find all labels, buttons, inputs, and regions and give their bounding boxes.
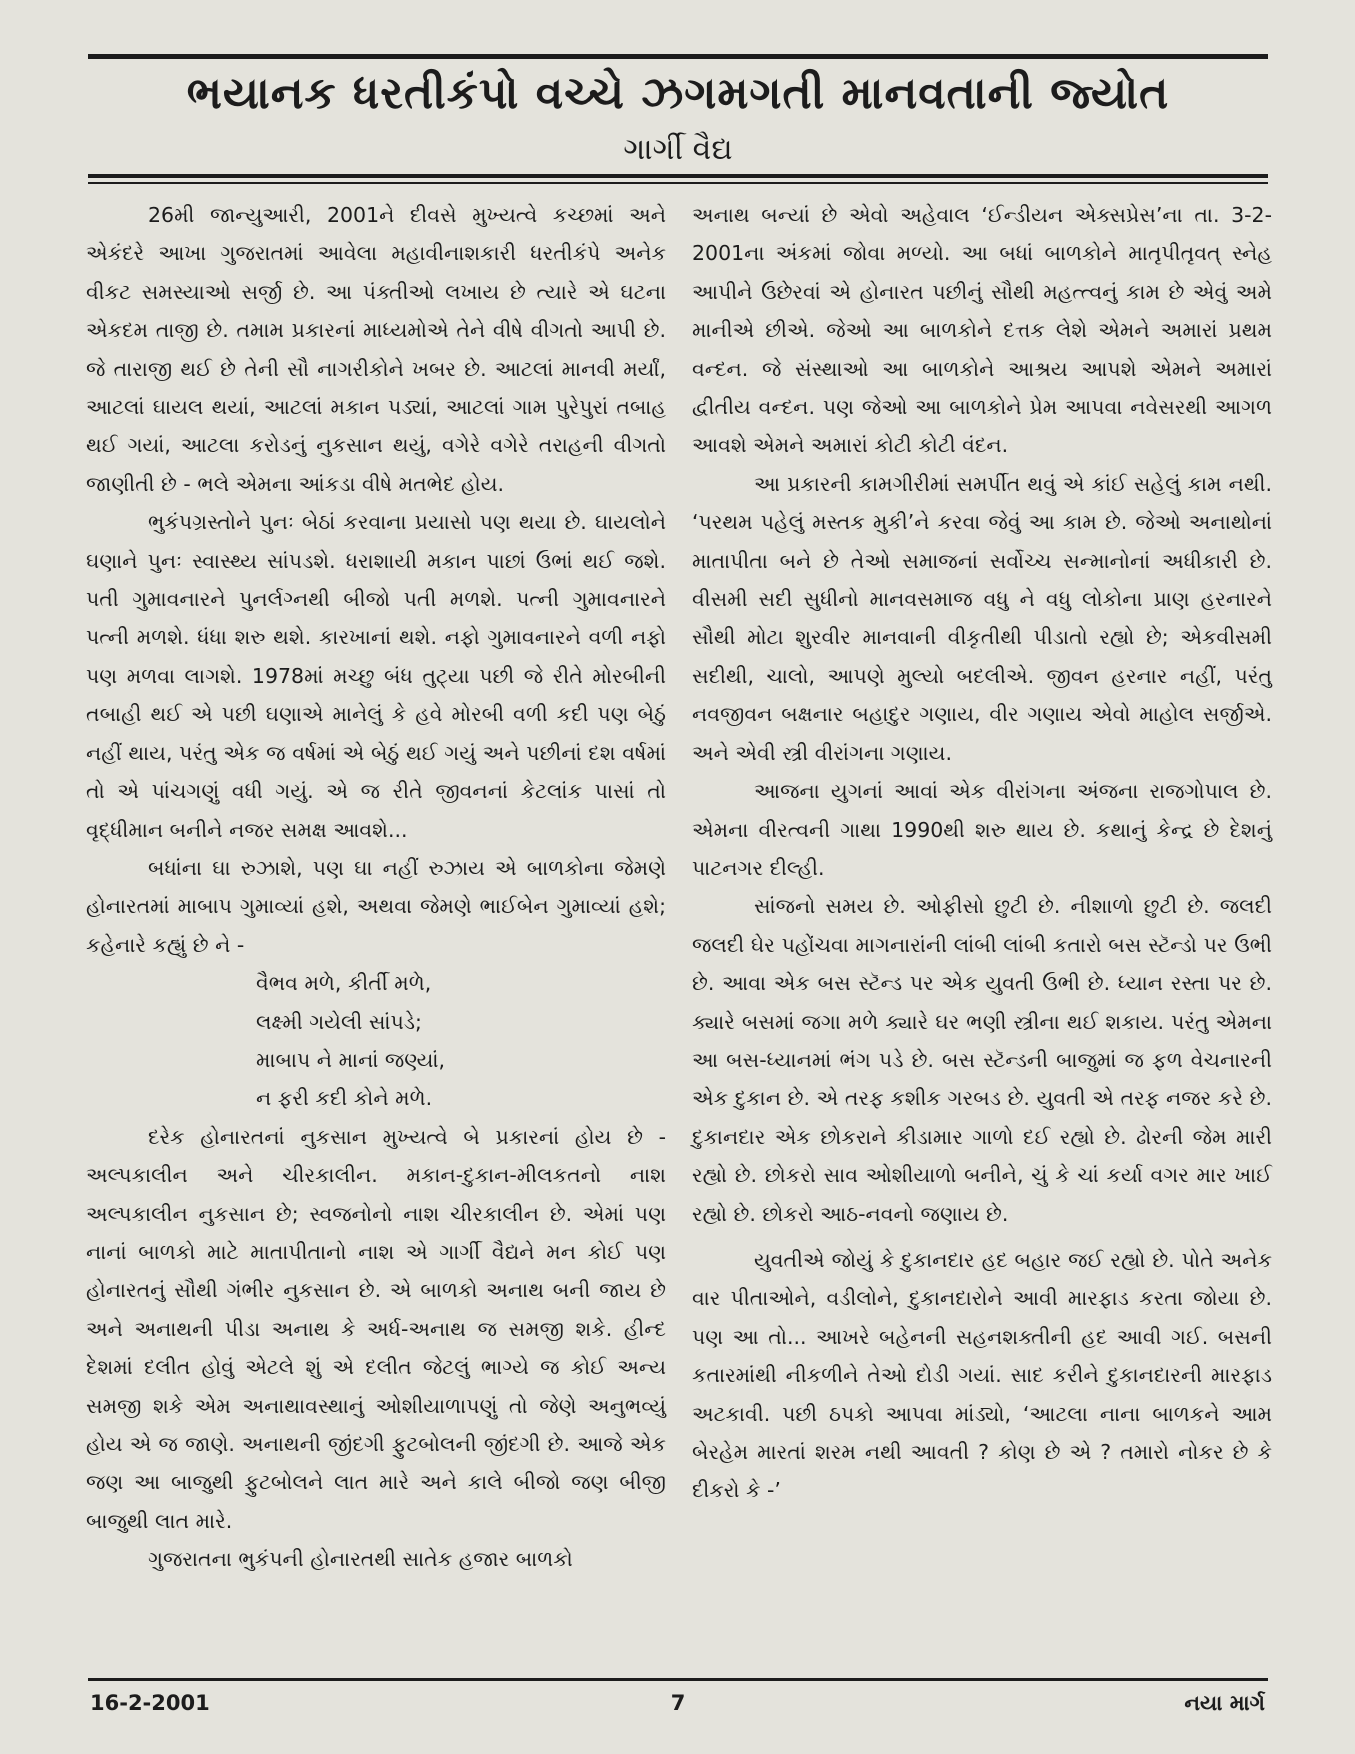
paragraph: બધાંના ઘા રુઝાશે, પણ ઘા નહીં રુઝાય એ બાળકોના જેમણે હોનારતમાં માબાપ ગુમાવ્યાં હશે, અથવા જેમણે ભાઈબેન ગુમાવ્યાં હશે; કહેનારે કહ્યું છે ને - <box>86 855 666 957</box>
paragraph: ભુકંપગ્રસ્તોને પુનઃ બેઠાં કરવાના પ્રયાસો પણ થયા છે. ઘાયલોને ઘણાને પુનઃ સ્વાસ્થ્ય સાંપડશે. ધરાશાયી મકાન પાછાં ઉભાં થઈ જશે. પતી ગુમાવનારને પુનર્લગ્નથી બીજો પતી મળશે. પત્ની ગુમાવનારને પત્ની મળશે. ધંધા શરુ થશે. કારખાનાં થશે. નફો ગુમાવનારને વળી નફો પણ મળવા લાગશે. 1978માં મચ્છુ બંધ તુટ્યા પછી જે રીતે મોરબીની તબાહી થઈ એ પછી ઘણાએ માનેલું કે હવે મોરબી વળી કદી પણ બેઠું નહીં થાય, પરંતુ એક જ વર્ષમાં એ બેઠું થઈ ગયું અને પછીનાં દશ વર્ષમાં તો એ પાંચગણું વધી ગયું. એ જ રીતે જીવનનાં કેટલાંક પાસાં તો વૃદ્ધીમાન બનીને નજર સમક્ષ આવશે... <box>86 510 666 842</box>
issue-date: 16-2-2001 <box>90 1691 210 1715</box>
poem-line: ન ફરી કદી કોને મળે. <box>256 1086 433 1111</box>
top-rule <box>88 54 1268 59</box>
poem-line: માબાપ ને માનાં જણ્યાં, <box>256 1047 445 1072</box>
right-column <box>692 196 1272 1510</box>
magazine-name: નયા માર્ગ <box>1184 1691 1265 1715</box>
article-title: ભયાનક ધરતીકંપો વચ્ચે ઝગમગતી માનવતાની જ્યોત <box>186 68 1170 119</box>
paragraph: સાંજનો સમય છે. ઓફીસો છુટી છે. નીશાળો છુટી છે. જલદી જલદી ઘેર પહોંચવા માગનારાંની લાંબી લાંબી કતારો બસ સ્ટૅન્ડો પર ઉભી છે. આવા એક બસ સ્ટૅન્ડ પર એક યુવતી ઉભી છે. ધ્યાન રસ્તા પર છે. ક્યારે બસમાં જગા મળે ક્યારે ઘર ભણી સ્ત્રીના થઈ શકાય. પરંતુ એમના આ બસ-ધ્યાનમાં ભંગ પડે છે. બસ સ્ટૅન્ડની બાજુમાં જ ફળ વેચનારની એક દુકાન છે. એ તરફ કશીક ગરબડ છે. યુવતી એ તરફ નજર કરે છે. દુકાનદાર એક છોકરાને કીડામાર ગાળો દઈ રહ્યો છે. ઢોરની જેમ મારી રહ્યો છે. છોકરો સાવ ઓશીયાળો બનીને, ચું કે ચાં કર્યા વગર માર ખાઈ રહ્યો છે. છોકરો આઠ-નવનો જણાય છે. <box>692 894 1272 1226</box>
paragraph: ગુજરાતના ભુકંપની હોનારતથી સાતેક હજાર બાળકો <box>148 1547 573 1572</box>
poem-line: વૈભવ મળે, કીર્તી મળે, <box>256 971 432 996</box>
paragraph: 26મી જાન્યુઆરી, 2001ને દીવસે મુખ્યત્વે કચ્છમાં અને એકંદરે આખા ગુજરાતમાં આવેલા મહાવીનાશકારી ધરતીકંપે અનેક વીકટ સમસ્યાઓ સર્જી છે. આ પંક્તીઓ લખાય છે ત્યારે એ ઘટના એકદમ તાજી છે. તમામ પ્રકારનાં માધ્યમોએ તેને વીષે વીગતો આપી છે. જે તારાજી થઈ છે તેની સૌ નાગરીકોને ખબર છે. આટલાં માનવી મર્યાં, આટલાં ઘાયલ થયાં, આટલાં મકાન પડ્યાં, આટલાં ગામ પુરેપુરાં તબાહ થઈ ગયાં, આટલા કરોડનું નુકસાન થયું, વગેરે વગેરે તરાહની વીગતો જાણીતી છે - ભલે એમના આંકડા વીષે મતભેદ હોય. <box>86 203 666 496</box>
paragraph: અનાથ બન્યાં છે એવો અહેવાલ ‘ઈન્ડીયન એક્સપ્રેસ’ના તા. 3-2-2001ના અંકમાં જોવા મળ્યો. આ બધાં બાળકોને માતૃપીતૃવત્ સ્નેહ આપીને ઉછેરવાં એ હોનારત પછીનું સૌથી મહત્ત્વનું કામ છે એવું અમે માનીએ છીએ. જેઓ આ બાળકોને દત્તક લેશે એમને અમારાં પ્રથમ વન્દન. જે સંસ્થાઓ આ બાળકોને આશ્રય આપશે એમને અમારાં દ્વીતીય વન્દન. પણ જેઓ આ બાળકોને પ્રેમ આપવા નવેસરથી આગળ આવશે એમને અમારાં કોટી કોટી વંદન. <box>692 203 1272 458</box>
article-author: ગાર્ગી વૈદ્ય <box>623 132 733 167</box>
paragraph: આજના યુગનાં આવાં એક વીરાંગના અંજના રાજગોપાલ છે. એમના વીરત્વની ગાથા 1990થી શરુ થાય છે. કથાનું કેન્દ્ર છે દેશનું પાટનગર દીલ્હી. <box>692 779 1272 880</box>
poem-line: લક્ષ્મી ગયેલી સાંપડે; <box>256 1009 422 1034</box>
paragraph: દરેક હોનારતનાં નુકસાન મુખ્યત્વે બે પ્રકારનાં હોય છે - અલ્પકાલીન અને ચીરકાલીન. મકાન-દુકાન-મીલકતનો નાશ અલ્પકાલીન નુકસાન છે; સ્વજનોનો નાશ ચીરકાલીન છે. એમાં પણ નાનાં બાળકો માટે માતાપીતાનો નાશ એ ગાર્ગી વૈદ્યને મન કોઈ પણ હોનારતનું સૌથી ગંભીર નુકસાન છે. એ બાળકો અનાથ બની જાય છે અને અનાથની પીડા અનાથ કે અર્ધ-અનાથ જ સમજી શકે. હીન્દ દેશમાં દલીત હોવું એટલે શું એ દલીત જેટલું ભાગ્યે જ કોઈ અન્ય સમજી શકે એમ અનાથાવસ્થાનું ઓશીયાળાપણું તો જેણે અનુભવ્યું હોય એ જ જાણે. અનાથની જીંદગી ફુટબોલની જીંદગી છે. આજે એક જણ આ બાજુથી ફુટબોલને લાત મારે અને કાલે બીજો જણ બીજી બાજુથી લાત મારે. <box>86 1124 666 1533</box>
paragraph: આ પ્રકારની કામગીરીમાં સમર્પીત થવું એ કાંઈ સહેલું કામ નથી. ‘પરથમ પહેલું મસ્તક મુકી’ને કરવા જેવું આ કામ છે. જેઓ અનાથોનાં માતાપીતા બને છે તેઓ સમાજનાં સર્વોચ્ચ સન્માનોનાં અધીકારી છે. વીસમી સદી સુધીનો માનવસમાજ વધુ ને વધુ લોકોના પ્રાણ હરનારને સૌથી મોટા શુરવીર માનવાની વીકૃતીથી પીડાતો રહ્યો છે; એકવીસમી સદીથી, ચાલો, આપણે મુલ્યો બદલીએ. જીવન હરનાર નહીં, પરંતુ નવજીવન બક્ષનાર બહાદુર ગણાય, વીર ગણાય એવો માહોલ સર્જીએ. અને એવી સ્ત્રી વીરાંગના ગણાય. <box>692 471 1272 765</box>
header-rule-thin <box>88 182 1268 184</box>
footer-rule <box>88 1678 1268 1681</box>
poem-block <box>256 964 666 1118</box>
left-column <box>86 196 666 1579</box>
paragraph: યુવતીએ જોયું કે દુકાનદાર હદ બહાર જઈ રહ્યો છે. પોતે અનેક વાર પીતાઓને, વડીલોને, દુકાનદારોને આવી મારફાડ કરતા જોયા છે. પણ આ તો... આખરે બહેનની સહનશક્તીની હદ આવી ગઈ. બસની કતારમાંથી નીકળીને તેઓ દોડી ગયાં. સાદ કરીને દુકાનદારની મારફાડ અટકાવી. પછી ઠપકો આપવા માંડ્યો, ‘આટલા નાના બાળકને આમ બેરહેમ મારતાં શરમ નથી આવતી ? કોણ છે એ ? તમારો નોકર છે કે દીકરો કે -’ <box>692 1247 1272 1503</box>
header-rule <box>88 174 1268 178</box>
page-number: 7 <box>670 1691 686 1715</box>
